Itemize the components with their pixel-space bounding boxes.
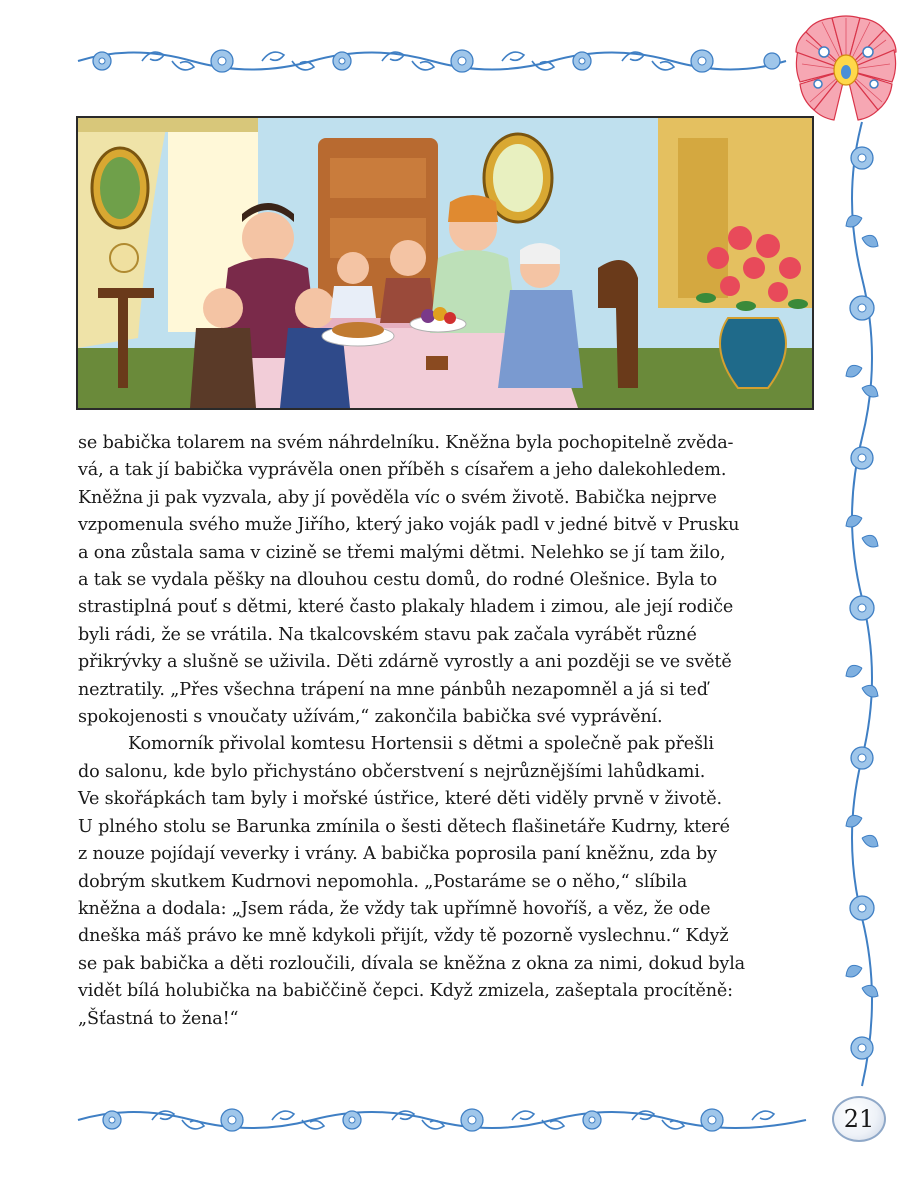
illustrated-scene-icon [78, 118, 812, 408]
text-line: dobrým skutkem Kudrnovi nepomohla. „Postaráme se o něho,“ slíbila [78, 871, 688, 892]
text-line: a ona zůstala sama v cizině se třemi malými dětmi. Nelehko se jí tam žilo, [78, 542, 726, 563]
bottom-floral-border-icon [72, 1098, 812, 1142]
story-illustration [76, 116, 814, 410]
story-text [78, 430, 818, 1033]
text-line: vzpomenula svého muže Jiřího, který jako voják padl v jedné bitvě v Prusku [78, 515, 740, 536]
text-line: přikrývky a slušně se uživila. Děti zdárně vyrostly a ani později se ve světě [78, 652, 732, 673]
corner-fan-ornament-icon [790, 14, 902, 126]
top-floral-border-icon [72, 38, 792, 84]
text-line: kněžna a dodala: „Jsem ráda, že vždy tak upřímně hovoříš, a věz, že ode [78, 898, 711, 919]
text-line: neztratily. „Přes všechna trápení na mne pánbůh nezapomněl a já si teď [78, 679, 708, 700]
text-line: Ve skořápkách tam byly i mořské ústřice, které děti viděly prvně v životě. [78, 789, 722, 810]
paragraph-start-line: Komorník přivolal komtesu Hortensii s dětmi a společně pak přešli [128, 734, 714, 755]
text-line: byli rádi, že se vrátila. Na tkalcovském stavu pak začala vyrábět různé [78, 624, 697, 645]
text-line: Kněžna ji pak vyzvala, aby jí pověděla víc o svém životě. Babička nejprve [78, 487, 717, 508]
text-line: a tak se vydala pěšky na dlouhou cestu domů, do rodné Olešnice. Byla to [78, 570, 718, 591]
text-line: „Šťastná to žena!“ [78, 1008, 239, 1029]
text-line: vá, a tak jí babička vyprávěla onen příběh s císařem a jeho dalekohledem. [78, 460, 727, 481]
text-line: se pak babička a děti rozloučili, dívala se kněžna z okna za nimi, dokud byla [78, 953, 746, 974]
text-line: dneška máš právo ke mně kdykoli přijít, vždy tě pozorně vyslechnu.“ Když [78, 926, 729, 947]
text-line: U plného stolu se Barunka zmínila o šesti dětech flašinetáře Kudrny, které [78, 816, 730, 837]
page-number: 21 [832, 1096, 886, 1142]
text-line: strastiplná pouť s dětmi, které často plakaly hladem i zimou, ale její rodiče [78, 597, 734, 618]
text-line: do salonu, kde bylo přichystáno občerstvení s nejrůznějšími lahůdkami. [78, 761, 706, 782]
text-line: se babička tolarem na svém náhrdelníku. Kněžna byla pochopitelně zvěda- [78, 433, 734, 453]
right-floral-border-icon [832, 118, 892, 1090]
text-line: z nouze pojídají veverky i vrány. A babička poprosila paní kněžnu, zda by [78, 844, 717, 865]
text-line: spokojenosti s vnoučaty užívám,“ zakončila babička své vyprávění. [78, 707, 663, 728]
text-line: vidět bílá holubička na babiččině čepci. Když zmizela, zašeptala procítěně: [78, 981, 733, 1002]
